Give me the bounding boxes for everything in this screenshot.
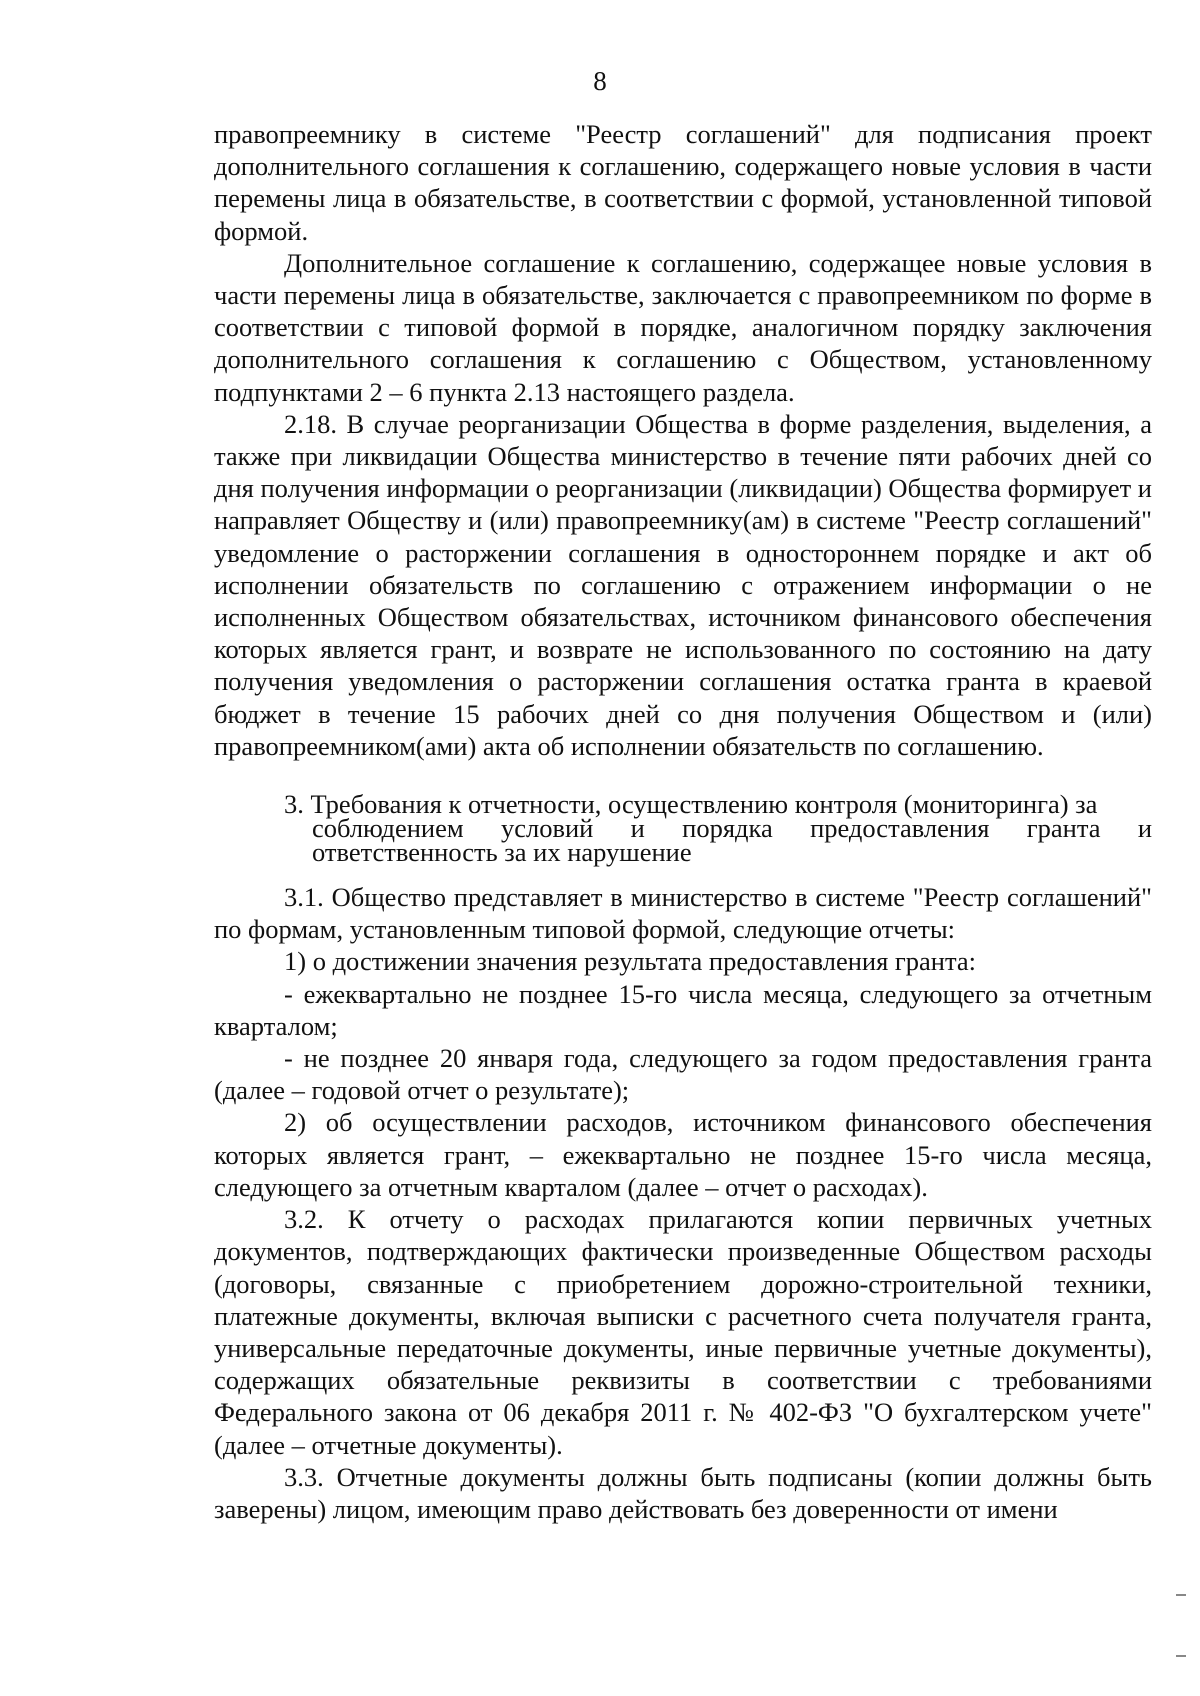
section-heading-3 <box>214 789 1152 868</box>
paragraph-2-18: 2.18. В случае реорганизации Общества в форме разделения, выделения, а также при ликвидации Общества министерство в течение пяти рабочих дней со дня получения информации о реорганизации (ликвидации) Общества формирует и направляет Обществу и (или) правопреемнику(ам) в системе "Реестр соглашений" уведомление о расторжении соглашения в одностороннем порядке и акт об исполнении обязательств по соглашению с отражением информации о не исполненных Обществом обязательствах, источником финансового обеспечения которых является грант, и возврате не использованного по состоянию на дату получения уведомления о расторжении соглашения остатка гранта в краевой бюджет в течение 15 рабочих дней со дня получения Обществом и (или) правопреемником(ами) акта об исполнении обязательств по соглашению. <box>214 408 1152 761</box>
paragraph-3-1-annual: - не позднее 20 января года, следующего за годом предоставления гранта (далее – годовой отчет о результате); <box>214 1043 1152 1106</box>
section-heading-line-1: 3. Требования к отчетности, осуществлению контроля (мониторинга) за <box>284 789 1098 820</box>
paragraph-3-1-quarterly: - ежеквартально не позднее 15-го числа месяца, следующего за отчетным кварталом; <box>214 978 1152 1041</box>
document-body <box>214 118 1152 1525</box>
scan-mark <box>1176 1655 1186 1657</box>
scan-mark <box>1176 1594 1186 1596</box>
paragraph-3-3: 3.3. Отчетные документы должны быть подписаны (копии должны быть заверены) лицом, имеющим право действовать без доверенности от имени <box>214 1461 1152 1524</box>
paragraph-3-1-item-1: 1) о достижении значения результата предоставления гранта: <box>284 946 976 977</box>
paragraph-3-1-item-2: 2) об осуществлении расходов, источником финансового обеспечения которых является грант, – ежеквартально не позднее 15-го числа месяца, следующего за отчетным кварталом (далее – отчет о расходах). <box>214 1107 1152 1202</box>
paragraph-additional-agreement: Дополнительное соглашение к соглашению, содержащее новые условия в части перемены лица в обязательстве, заключается с правопреемником по форме в соответствии с типовой формой в порядке, аналогичном порядку заключения дополнительного соглашения к соглашению с Обществом, установленному подпунктами 2 – 6 пункта 2.13 настоящего раздела. <box>214 247 1152 407</box>
paragraph-3-2: 3.2. К отчету о расходах прилагаются копии первичных учетных документов, подтверждающих фактически произведенные Обществом расходы (договоры, связанные с приобретением дорожно-строительной техники, платежные документы, включая выписки с расчетного счета получателя гранта, универсальные передаточные документы, иные первичные учетные документы), содержащих обязательные реквизиты в соответствии с требованиями Федерального закона от 06 декабря 2011 г. № 402-ФЗ "О бухгалтерском учете" (далее – отчетные документы). <box>214 1204 1152 1460</box>
section-heading-line-3: ответственность за их нарушение <box>312 837 692 868</box>
section-heading-line-2: соблюдением условий и порядка предоставления гранта и <box>312 813 1152 844</box>
page-number: 8 <box>593 66 607 96</box>
paragraph-continuation: правопреемнику в системе "Реестр соглашений" для подписания проект дополнительного соглашения к соглашению, содержащего новые условия в части перемены лица в обязательстве, в соответствии с формой, установленной типовой формой. <box>214 119 1152 246</box>
paragraph-3-1: 3.1. Общество представляет в министерство в системе "Реестр соглашений" по формам, установленным типовой формой, следующие отчеты: <box>214 882 1152 945</box>
